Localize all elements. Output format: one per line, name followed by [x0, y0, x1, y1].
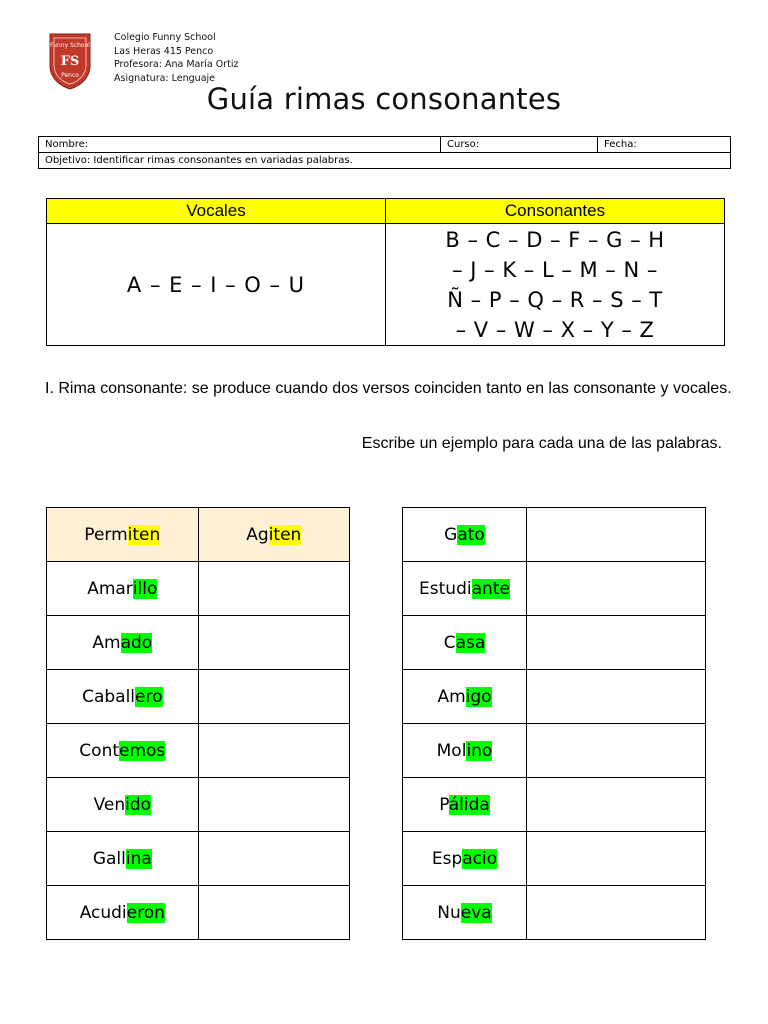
word-cell: Molino [403, 724, 527, 778]
rhyme-highlight: acio [462, 848, 498, 869]
answer-cell[interactable] [198, 832, 349, 886]
rhyme-highlight: ina [125, 848, 152, 869]
rhyme-highlight: ado [120, 632, 153, 653]
rhyme-highlight: eva [460, 902, 492, 923]
table-row [403, 616, 706, 670]
course-field[interactable]: Curso: [441, 137, 598, 153]
answer-cell[interactable] [527, 832, 706, 886]
table-row [403, 562, 706, 616]
example-row [47, 508, 350, 562]
word-cell: Amigo [403, 670, 527, 724]
rhyme-highlight: ero [135, 686, 163, 707]
word-cell: Casa [403, 616, 527, 670]
table-row [403, 778, 706, 832]
answer-cell[interactable] [527, 508, 706, 562]
consonants-cell [386, 224, 725, 346]
school-address: Las Heras 415 Penco [114, 45, 214, 57]
word-cell: Estudiante [403, 562, 527, 616]
word-cell: Nueva [403, 886, 527, 940]
rhyme-highlight: iten [127, 524, 161, 545]
logo-text-bottom: Penco [61, 72, 79, 79]
rhyme-highlight: iten [268, 524, 302, 545]
logo-text-top: Funny School [50, 42, 90, 49]
letters-table [46, 198, 725, 346]
consonant-line: Ñ – P – Q – R – S – T [447, 287, 663, 312]
page-title: Guía rimas consonantes [206, 82, 562, 116]
subject-name: Asignatura: Lenguaje [114, 72, 216, 84]
example-word: Permiten [47, 508, 199, 562]
rhyme-highlight: ino [466, 740, 493, 761]
table-row [403, 670, 706, 724]
rhyme-highlight: álida [448, 794, 490, 815]
rhyme-highlight: asa [455, 632, 486, 653]
word-cell: Amarillo [47, 562, 199, 616]
answer-cell[interactable] [198, 670, 349, 724]
vowels-cell: A – E – I – O – U [47, 224, 386, 346]
left-words-table [46, 507, 350, 940]
answer-cell[interactable] [198, 616, 349, 670]
consonant-line: – V – W – X – Y – Z [455, 317, 655, 342]
answer-cell[interactable] [527, 670, 706, 724]
word-cell: Venido [47, 778, 199, 832]
table-row [403, 724, 706, 778]
school-name: Colegio Funny School [114, 32, 216, 43]
table-row [403, 832, 706, 886]
answer-cell[interactable] [527, 886, 706, 940]
word-cell: Gallina [47, 832, 199, 886]
answer-cell[interactable] [198, 886, 349, 940]
consonant-line: B – C – D – F – G – H [445, 227, 665, 252]
rhyme-highlight: eron [126, 902, 165, 923]
school-info [114, 31, 238, 85]
rhyme-highlight: ato [457, 524, 485, 545]
date-field[interactable]: Fecha: [598, 137, 731, 153]
task-instruction: Escribe un ejemplo para cada una de las palabras. [361, 435, 722, 452]
answer-cell[interactable] [198, 778, 349, 832]
table-row [47, 670, 350, 724]
table-row [47, 778, 350, 832]
consonant-line: – J – K – L – M – N – [452, 257, 658, 282]
answer-cell[interactable] [527, 616, 706, 670]
answer-cell[interactable] [527, 778, 706, 832]
objective-text: Objetivo: Identificar rimas consonantes en variadas palabras. [39, 153, 731, 169]
table-row [47, 562, 350, 616]
table-row [403, 508, 706, 562]
table-row [403, 886, 706, 940]
word-cell: Contemos [47, 724, 199, 778]
word-cell: Caballero [47, 670, 199, 724]
rhyme-highlight: ido [125, 794, 152, 815]
table-row [47, 724, 350, 778]
table-row [47, 616, 350, 670]
answer-cell[interactable] [527, 724, 706, 778]
word-cell: Pálida [403, 778, 527, 832]
table-row [47, 832, 350, 886]
word-cell: Gato [403, 508, 527, 562]
example-answer: Agiten [198, 508, 349, 562]
word-cell: Amado [47, 616, 199, 670]
logo-initials: FS [60, 54, 80, 69]
answer-cell[interactable] [527, 562, 706, 616]
table-row [47, 886, 350, 940]
rhyme-highlight: ante [471, 578, 510, 599]
vowels-header: Vocales [47, 199, 386, 224]
consonants-header: Consonantes [386, 199, 725, 224]
rhyme-highlight: igo [465, 686, 492, 707]
teacher-name: Profesora: Ana María Ortiz [114, 59, 239, 71]
word-cell: Espacio [403, 832, 527, 886]
student-info-table [38, 136, 731, 169]
rhyme-highlight: emos [119, 740, 166, 761]
rhyme-definition: I. Rima consonante: se produce cuando dos versos coinciden tanto en las consonante y vocales. [45, 380, 732, 397]
word-cell: Acudieron [47, 886, 199, 940]
rhyme-highlight: illo [132, 578, 158, 599]
answer-cell[interactable] [198, 724, 349, 778]
name-field[interactable]: Nombre: [39, 137, 441, 153]
answer-cell[interactable] [198, 562, 349, 616]
right-words-table [402, 507, 706, 940]
